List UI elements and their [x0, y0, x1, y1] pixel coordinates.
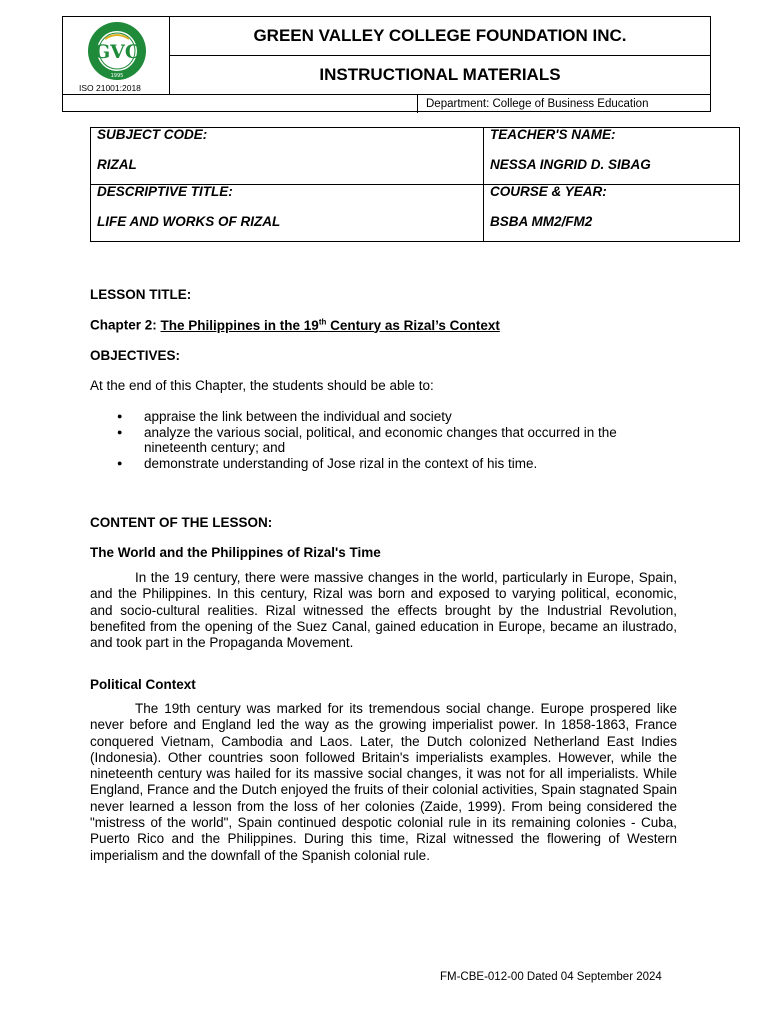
section-heading-world: The World and the Philippines of Rizal's Time: [90, 545, 381, 560]
college-logo: [79, 21, 155, 81]
teacher-value: NESSA INGRID D. SIBAG: [490, 157, 651, 172]
descriptive-title-label: DESCRIPTIVE TITLE:: [97, 184, 233, 199]
document-header: [62, 16, 711, 112]
teacher-cell: [484, 128, 740, 185]
descriptive-title-cell: [91, 185, 484, 242]
logo-cell: [63, 17, 170, 94]
objectives-list-wrap: [90, 409, 677, 471]
objective-item: ● demonstrate understanding of Jose rizal in the context of his time.: [90, 456, 677, 472]
course-year-value: BSBA MM2/FM2: [490, 214, 593, 229]
chapter-title-part-b: Century as Rizal’s Context: [326, 317, 500, 333]
objective-item: ● appraise the link between the individual and society: [90, 409, 677, 425]
subject-code-value: RIZAL: [97, 157, 137, 172]
subject-code-label: SUBJECT CODE:: [97, 127, 208, 142]
lesson-title-label: LESSON TITLE:: [90, 287, 192, 302]
iso-certification: ISO 21001:2018: [79, 83, 141, 93]
paragraph-world: In the 19 century, there were massive changes in the world, particularly in Europe, Spain, and the Philippines. In this century, Rizal was born and exposed to varying political, economic, and socio-cultural realities. Rizal witnessed the effects brought by the Industrial Revolution, benefited from the opening of the Suez Canal, gained education in Europe, became an ilustrado, and took part in the Propaganda Movement.: [90, 570, 677, 651]
course-info-table: [90, 127, 740, 242]
department: Department: College of Business Education: [417, 95, 710, 113]
objective-item: ● analyze the various social, political, and economic changes that occurred in the nineteenth century; and: [90, 425, 677, 456]
chapter-title-sup: th: [318, 317, 327, 326]
section-body-political: [90, 701, 677, 864]
chapter-prefix: Chapter 2:: [90, 317, 157, 333]
paragraph-political: The 19th century was marked for its tremendous social change. Europe prospered like never before and England led the way as the growing imperialist power. In 1858-1863, France conquered Vietnam, Cambodia and Laos. Later, the Dutch colonized Netherland East Indies (Indonesia). Other countries soon followed Britain's imperialists examples. However, while the nineteenth century was hailed for its massive social changes, it was not for all imperialists. While England, France and the Dutch enjoyed the fruits of their colonial activities, Spain stagnated Spain never learned a lesson from the loss of her colonies (Zaide, 1999). From being considered the "mistress of the world", Spain continued despotic colonial rule in its remaining colonies - Cuba, Puerto Rico and the Philippines. During this time, Rizal witnessed the flowering of Western imperialism and the downfall of the Spanish colonial rule.: [90, 701, 677, 863]
header-department-row: [63, 94, 710, 113]
objectives-label: OBJECTIVES:: [90, 348, 181, 363]
course-year-label: COURSE & YEAR:: [490, 184, 607, 199]
course-year-cell: [484, 185, 740, 242]
chapter-title-part-a: The Philippines in the 19: [160, 317, 319, 333]
chapter-title: [90, 317, 677, 333]
content-label: CONTENT OF THE LESSON:: [90, 515, 273, 530]
logo-initials: GVC: [93, 41, 141, 63]
logo-year: 1995: [110, 73, 124, 79]
form-code-footer: FM-CBE-012-00 Dated 04 September 2024: [440, 971, 662, 983]
subject-code-cell: [91, 128, 484, 185]
chapter-title-text: [161, 318, 500, 333]
section-heading-political: Political Context: [90, 677, 196, 692]
section-body-world: [90, 570, 677, 651]
descriptive-title-value: LIFE AND WORKS OF RIZAL: [97, 214, 281, 229]
teacher-label: TEACHER'S NAME:: [490, 127, 616, 142]
document-type: INSTRUCTIONAL MATERIALS: [319, 64, 561, 84]
objectives-list: [90, 409, 677, 471]
institution-name: GREEN VALLEY COLLEGE FOUNDATION INC.: [170, 17, 710, 56]
objectives-intro: At the end of this Chapter, the students should be able to:: [90, 378, 434, 393]
